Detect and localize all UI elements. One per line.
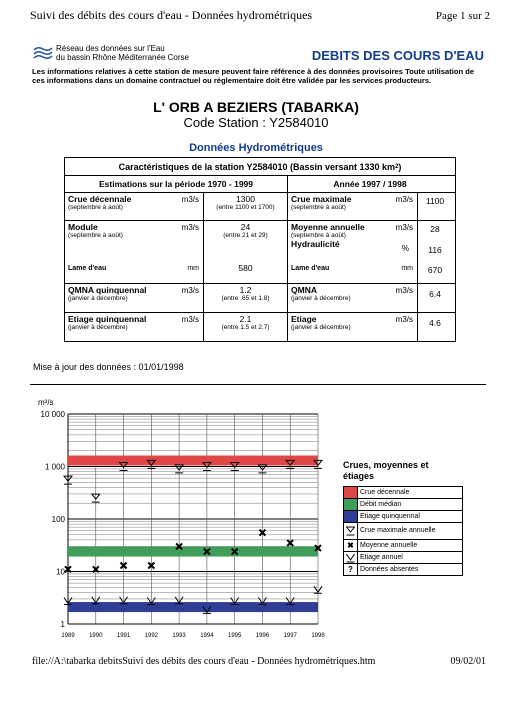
network-logo-icon (32, 44, 54, 60)
etiage-quinquennal-label: Etiage quinquennal (68, 314, 147, 324)
cell-value (418, 284, 452, 312)
cell-label (288, 221, 418, 283)
cross-icon: ✖ (344, 540, 358, 551)
cell-label (288, 193, 418, 220)
crue-decennale-label: Crue décennale (68, 194, 132, 204)
main-title: DEBITS DES COURS D'EAU (311, 48, 484, 63)
flood-marker-icon (344, 523, 358, 539)
lame-eau-label: Lame d'eau (291, 265, 330, 272)
table-row (65, 221, 455, 284)
discharge-chart (0, 390, 340, 650)
etiage-quinquennal-value: 2.1 (239, 314, 252, 324)
qmna-value: 6.4 (429, 289, 441, 299)
cell-sub: (janvier à décembre) (68, 324, 128, 331)
y-tick-label: 1 000 (44, 462, 65, 472)
cell-value (418, 221, 452, 283)
legend-swatch (344, 511, 358, 522)
cell-unit: m3/s (181, 223, 199, 232)
cell-unit: m3/s (395, 315, 413, 324)
chart-legend (343, 486, 463, 576)
table-row (65, 313, 455, 341)
footer-file-path: file://A:\tabarka debitsSuivi des débits des cours d'eau - Données hydrométriques.htm (32, 656, 376, 667)
hydraulicite-label: Hydraulicité (291, 239, 340, 249)
caption-text: Caractéristiques de la station Y2584010 (Bassin versant 1330 km (118, 161, 396, 172)
low-water-marker-icon (344, 552, 358, 563)
x-tick-label: 1997 (283, 633, 297, 639)
y-tick-label: 10 (56, 567, 65, 577)
x-tick-label: 1993 (172, 633, 186, 639)
module-label: Module (68, 222, 98, 232)
section-title: Données Hydrométriques (189, 142, 323, 154)
network-line-1: Réseau des données sur l'Eau (56, 44, 165, 53)
crue-decennale-range: (entre 1100 et 1700) (216, 204, 275, 211)
band-d-bit-m-dian (68, 547, 318, 557)
cell-sub: (janvier à décembre) (291, 324, 351, 331)
etiage-quinquennal-range: (entre 1.5 et 2.7) (221, 324, 270, 331)
crue-maximale-value: 1100 (425, 196, 445, 206)
x-tick-label: 1992 (144, 633, 159, 639)
lame-eau-label: Lame d'eau (68, 265, 107, 272)
legend-item (344, 487, 462, 499)
cell-unit: m3/s (181, 315, 199, 324)
cell-sub: (septembre à août) (291, 204, 346, 211)
cell-value (204, 193, 288, 220)
legend-swatch (344, 487, 358, 498)
station-name: L' ORB A BEZIERS (TABARKA) (153, 99, 359, 115)
period-right: Année 1997 / 1998 (333, 179, 407, 189)
module-value: 24 (240, 222, 251, 232)
lame-eau-value: 580 (238, 263, 253, 273)
lame-eau-value: 670 (427, 265, 443, 275)
cell-unit: m3/s (395, 286, 413, 295)
caption-superscript: 2 (395, 163, 399, 170)
cell-label (65, 313, 204, 341)
footer-date: 09/02/01 (450, 656, 486, 667)
cell-value (418, 313, 452, 341)
legend-label: Crue maximale annuelle (360, 527, 436, 534)
cell-sub: (janvier à décembre) (68, 295, 128, 302)
legend-item (344, 499, 462, 511)
cell-unit: mm (401, 265, 413, 272)
cell-unit: m3/s (395, 195, 413, 204)
x-tick-label: 1995 (227, 633, 242, 639)
cell-value (418, 193, 452, 220)
table-row (65, 284, 455, 313)
update-date: Mise à jour des données : 01/01/1998 (33, 362, 184, 372)
qmna-quinquennal-label: QMNA quinquennal (68, 285, 147, 295)
legend-swatch (344, 499, 358, 510)
cell-unit: m3/s (395, 223, 413, 232)
station-code: Code Station : Y2584010 (183, 115, 329, 130)
y-tick-label: 100 (51, 515, 65, 524)
crue-decennale-value: 1300 (236, 194, 255, 204)
y-tick-label: 10 000 (40, 410, 65, 419)
network-name (56, 44, 189, 62)
cell-label (65, 193, 204, 220)
moyenne-annuelle-label: Moyenne annuelle (291, 222, 365, 232)
period-left: Estimations sur la période 1970 - 1999 (65, 176, 288, 192)
legend-label: Etiage quinquennal (360, 512, 420, 520)
characteristics-table (64, 157, 456, 342)
legend-title-line-1: Crues, moyennes et (343, 460, 429, 470)
y-axis-unit: m³/s (38, 398, 54, 407)
cell-value (204, 221, 288, 283)
legend-label: Débit médian (360, 500, 402, 508)
legend-label: Etiage annuel (360, 553, 403, 561)
cell-sub: (septembre à août) (291, 232, 346, 239)
x-tick-label: 1989 (61, 633, 75, 639)
qmna-quinquennal-value: 1.2 (239, 285, 252, 295)
legend-label: Crue décennale (360, 488, 410, 496)
cell-sub: (septembre à août) (68, 232, 123, 239)
cell-sub: (janvier à décembre) (291, 295, 351, 302)
x-tick-label: 1994 (200, 633, 214, 639)
cell-value (204, 313, 288, 341)
x-tick-label: 1998 (311, 633, 325, 639)
question-icon: ? (344, 564, 358, 575)
qmna-label: QMNA (291, 285, 317, 295)
legend-item (344, 523, 462, 540)
band-crue-d-cennale (68, 456, 318, 466)
crue-maximale-label: Crue maximale (291, 194, 352, 204)
cell-sub: (septembre à août) (68, 204, 123, 211)
table-caption (65, 158, 455, 176)
cell-unit: mm (187, 265, 199, 272)
cell-value (204, 284, 288, 312)
cell-label (288, 313, 418, 341)
x-tick-label: 1990 (89, 633, 103, 639)
y-tick-label: 1 (60, 620, 65, 629)
legend-item (344, 540, 462, 552)
legend-item (344, 552, 462, 564)
cell-unit: % (401, 244, 409, 253)
legend-label: Moyenne annuelle (360, 541, 418, 549)
etiage-label: Etiage (291, 314, 317, 324)
legend-item (344, 564, 462, 575)
etiage-value: 4.6 (429, 318, 441, 328)
table-row (65, 193, 455, 221)
cell-unit: m3/s (181, 195, 199, 204)
legend-title-line-2: étiages (343, 471, 375, 481)
x-tick-label: 1996 (255, 633, 270, 639)
band-etiage-quinquennal (68, 602, 318, 612)
x-tick-label: 1991 (116, 633, 131, 639)
legend-label: Données absentes (360, 565, 419, 573)
cell-label (288, 284, 418, 312)
disclaimer-text: Les informations relatives à cette station de mesure peuvent faire référence à des données provisoires Toute utilisation de ces informations dans un domaine contractuel ou réglementaire doit être validée par les services producteurs. (32, 67, 475, 85)
period-row (65, 176, 455, 193)
module-range: (entre 21 et 29) (223, 232, 268, 239)
cell-label (65, 221, 204, 283)
caption-close: ) (398, 161, 402, 172)
divider (30, 384, 486, 385)
hydraulicite-value: 116 (428, 245, 442, 255)
page-number: Page 1 sur 2 (435, 10, 490, 22)
moyenne-annuelle-value: 28 (430, 224, 440, 234)
qmna-quinquennal-range: (entre .65 et 1.8) (221, 295, 270, 302)
network-line-2: du bassin Rhône Méditerranée Corse (56, 53, 189, 62)
cell-label (65, 284, 204, 312)
legend-title (343, 460, 429, 482)
cell-unit: m3/s (181, 286, 199, 295)
legend-item (344, 511, 462, 523)
page-header-title: Suivi des débits des cours d'eau - Données hydrométriques (30, 8, 313, 22)
